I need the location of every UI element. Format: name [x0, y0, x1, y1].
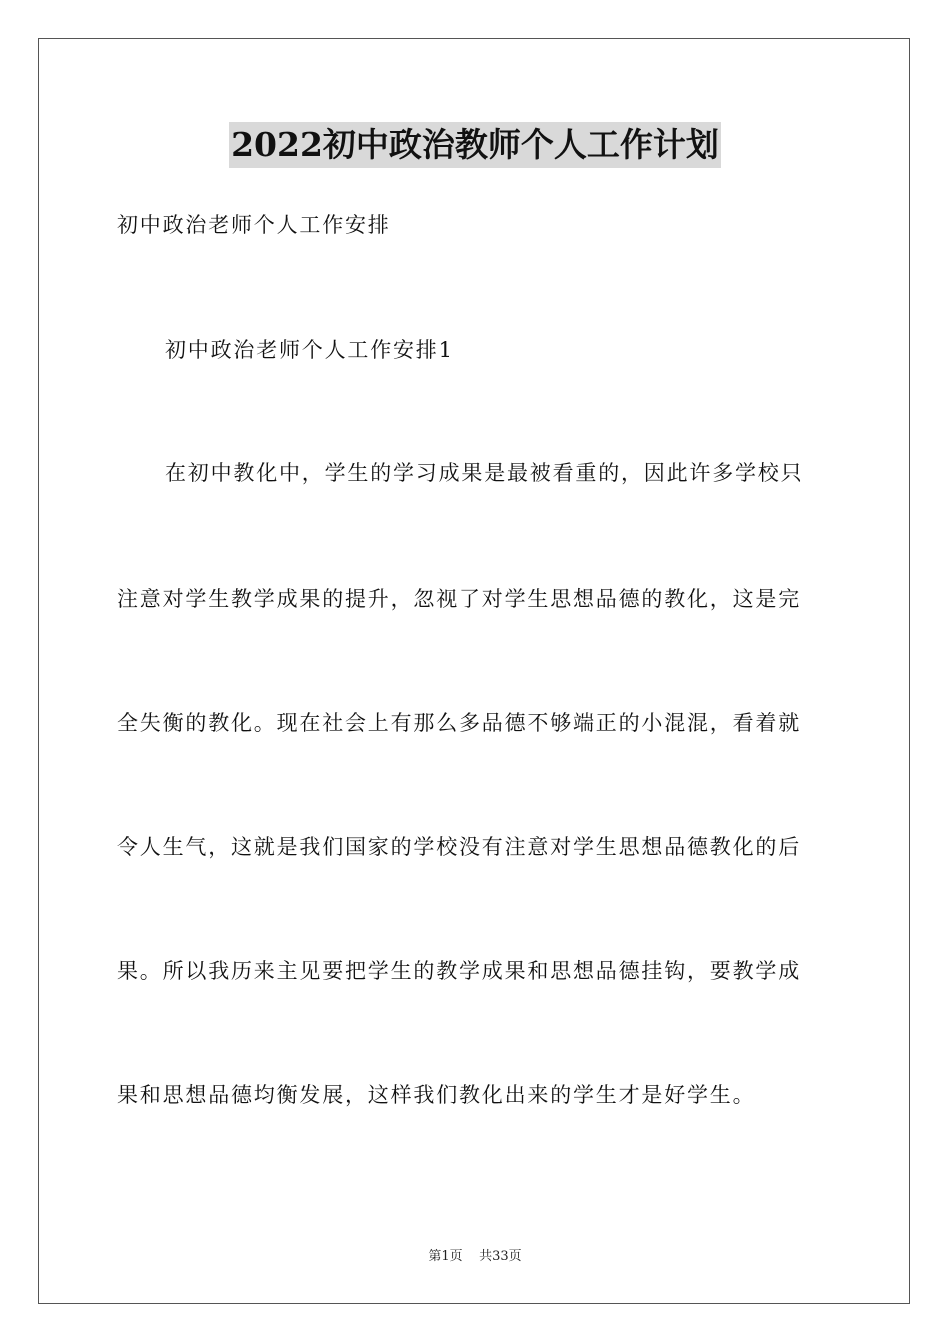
document-title: 2022初中政治教师个人工作计划 — [229, 122, 721, 168]
paragraph-line: 果。所以我历来主见要把学生的教学成果和思想品德挂钩，要教学成 — [117, 959, 801, 983]
page-indicator: 第1页 共33页 — [428, 1249, 522, 1264]
paragraph-line: 令人生气，这就是我们国家的学校没有注意对学生思想品德教化的后 — [117, 835, 801, 859]
document-subtitle: 初中政治老师个人工作安排 — [117, 213, 391, 237]
title-container — [0, 122, 950, 168]
section-heading: 初中政治老师个人工作安排1 — [165, 338, 454, 362]
paragraph-line: 注意对学生教学成果的提升，忽视了对学生思想品德的教化，这是完 — [117, 587, 801, 611]
paragraph-line: 果和思想品德均衡发展，这样我们教化出来的学生才是好学生。 — [117, 1083, 756, 1107]
paragraph-line: 在初中教化中，学生的学习成果是最被看重的，因此许多学校只 — [165, 461, 804, 485]
paragraph-line: 全失衡的教化。现在社会上有那么多品德不够端正的小混混，看着就 — [117, 711, 801, 735]
